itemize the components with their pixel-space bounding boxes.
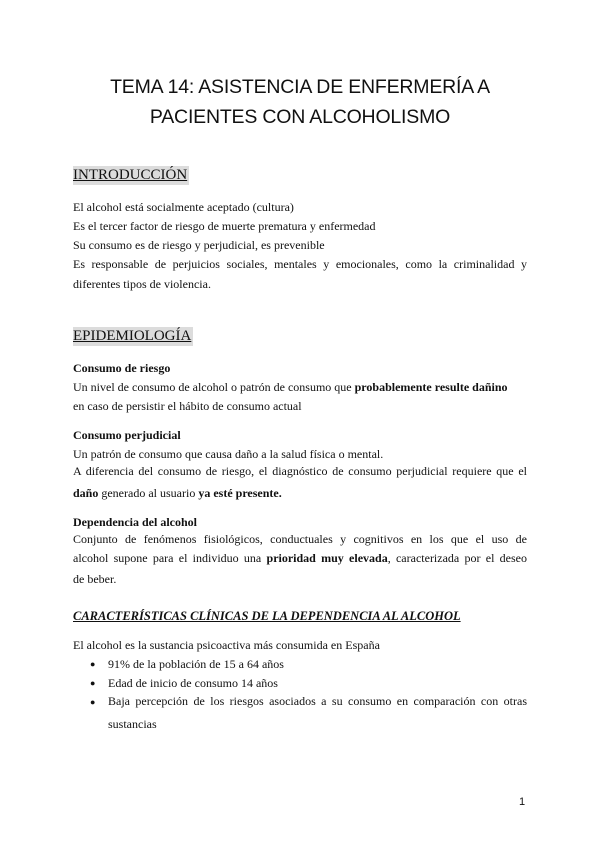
subheading-consumo-perjudicial: Consumo perjudicial	[73, 428, 181, 442]
bullet-item-3-line-1: Baja percepción de los riesgos asociados a su consumo en comparación con otras	[108, 694, 527, 708]
page-title	[60, 72, 540, 132]
intro-paragraph: Es responsable de perjuicios sociales, mentales y emocionales, como la criminalidad y diferentes tipos de violencia.	[73, 257, 527, 291]
section-heading-epidemiologia: EPIDEMIOLOGÍA	[73, 328, 192, 344]
bullet-icon: ●	[90, 659, 96, 669]
dano-bold: daño	[73, 486, 99, 500]
subheading-dependencia: Dependencia del alcohol	[73, 515, 198, 529]
dependencia-text-a: alcohol supone para el individuo una	[73, 551, 267, 565]
prioridad-bold: prioridad muy elevada	[266, 551, 388, 565]
bullet-icon: ●	[90, 697, 96, 707]
bullet-item-1: 91% de la población de 15 a 64 años	[108, 657, 284, 671]
consumo-perjudicial-line-3	[73, 485, 282, 501]
bullet-icon: ●	[90, 678, 96, 688]
dependencia-line-3: de beber.	[73, 572, 117, 586]
page-number: 1	[519, 796, 526, 808]
consumo-riesgo-bold: probablemente resulte dañino	[354, 380, 508, 394]
consumo-riesgo-text: Un nivel de consumo de alcohol o patrón de consumo que	[73, 380, 355, 394]
bullet-item-2: Edad de inicio de consumo 14 años	[108, 676, 278, 690]
dependencia-line-2	[73, 549, 527, 569]
intro-line-1: El alcohol está socialmente aceptado (cultura)	[73, 200, 294, 214]
section-heading-introduccion: INTRODUCCIÓN	[73, 167, 188, 183]
consumo-perjudicial-line-1: Un patrón de consumo que causa daño a la salud física o mental.	[73, 447, 384, 461]
intro-line-3: Su consumo es de riesgo y perjudicial, es prevenible	[73, 238, 325, 252]
generado-text: generado al usuario	[98, 486, 199, 500]
consumo-riesgo-line-1	[73, 379, 508, 395]
section-heading-caracteristicas: CARACTERÍSTICAS CLÍNICAS DE LA DEPENDENCIA AL ALCOHOL	[73, 609, 461, 623]
ya-presente-bold: ya esté presente.	[198, 486, 282, 500]
consumo-riesgo-line-2: en caso de persistir el hábito de consumo actual	[73, 399, 302, 413]
dependencia-line-1: Conjunto de fenómenos fisiológicos, conductuales y cognitivos en los que el uso de	[73, 532, 527, 546]
subheading-consumo-riesgo: Consumo de riesgo	[73, 361, 171, 375]
consumo-perjudicial-line-2: A diferencia del consumo de riesgo, el diagnóstico de consumo perjudicial requiere que el	[73, 464, 527, 478]
title-line-1: TEMA 14: ASISTENCIA DE ENFERMERÍA A	[110, 76, 490, 98]
bullet-item-3-line-2: sustancias	[108, 717, 157, 731]
intro-line-2: Es el tercer factor de riesgo de muerte prematura y enfermedad	[73, 219, 376, 233]
caracteristicas-intro: El alcohol es la sustancia psicoactiva más consumida en España	[73, 638, 380, 652]
dependencia-text-b: , caracterizada por el deseo	[387, 551, 528, 565]
title-line-2: PACIENTES CON ALCOHOLISMO	[149, 106, 451, 128]
